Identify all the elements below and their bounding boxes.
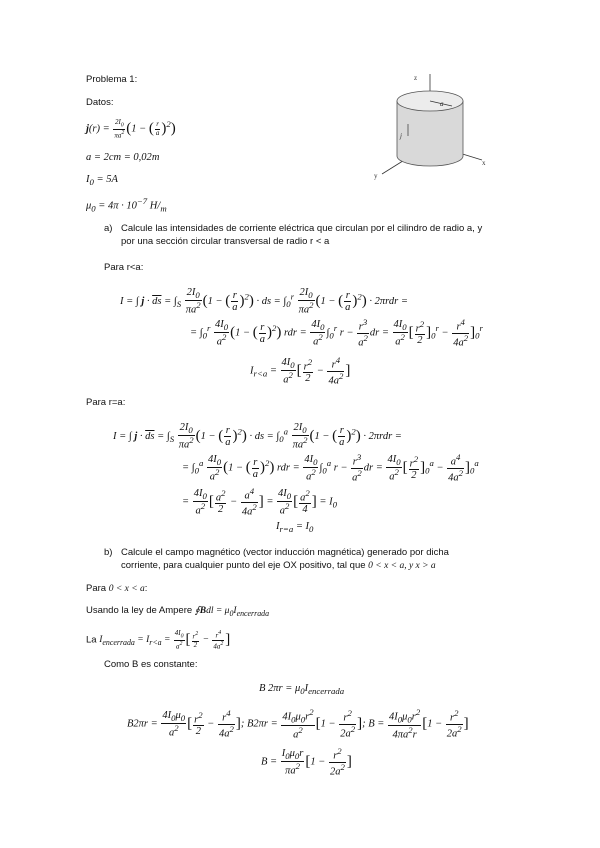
- ampere-equation: ∮Bdl = $\mu_0I_{encerrada}$: [194, 606, 270, 618]
- la-text: La: [86, 634, 97, 646]
- case1-heading: Para r<a:: [104, 262, 144, 273]
- ampere-law-line: [86, 605, 269, 618]
- z-label: z: [414, 74, 418, 82]
- j-label: j: [400, 132, 402, 140]
- part-a-text-line1: Calcule las intensidades de corriente eléctrica que circulan por el cilindro de radio a, y: [121, 223, 483, 234]
- part-a-label: a): [104, 223, 113, 234]
- data-heading: Datos:: [86, 97, 114, 108]
- problem-heading: Problema 1:: [86, 74, 138, 85]
- cylinder-diagram: [360, 66, 500, 191]
- case2-line1: I = ∫ $j \cdot \overline{ds} = \int_S$ $\frac{2I_0}{\pi a^2}$ (1 − ( $\frac{r}{a}$ )$^2$) · ds = $\int_0^a$ $\frac{2I_0}{\pi a^2}$ (1 − ( $\frac{r}{a}$ )$^2$) · 2πrdr =: [113, 422, 402, 451]
- case2-result: $I_{r=a} = I_0$: [276, 521, 314, 535]
- b-final-equation: B = $\frac{I_0\mu_0r}{\pi a^2}$ [1 − $\frac{r^2}{2a^2}$ ]: [261, 746, 352, 778]
- a-label: a: [440, 100, 444, 108]
- permeability-equation: $\mu_0 = 4\pi \cdot 10^{-7}$ $H/_m$: [86, 196, 167, 214]
- part-b-text-line2: corriente, para cualquier punto del eje OX positivo, tal que 0 < x < a, y x > a: [121, 560, 436, 571]
- y-label: y: [374, 172, 378, 180]
- case1-result: $I_{r<a}$ = $\frac{4I_0}{a^2}$ [ $\frac{r^2}{2}$ − $\frac{r^4}{4a^2}$ ]: [250, 355, 351, 387]
- part-b-label: b): [104, 547, 113, 558]
- current-equation: $I_0 = 5A$: [86, 174, 118, 188]
- x-label: x: [482, 159, 486, 167]
- case1-line1: I = ∫ $j \cdot \overline{ds} = \int_S$ $\frac{2I_0}{\pi a^2}$ (1 − ( $\frac{r}{a}$ )$^2$) · ds = $\int_0^r$ $\frac{2I_0}{\pi a^2}$ (1 − ( $\frac{r}{a}$ )$^2$) · 2πrdr =: [120, 287, 408, 316]
- case2-heading: Para r=a:: [86, 397, 126, 408]
- b-derivation-equation: B2πr = $\frac{4I_0\mu_0}{a^2}$ [ $\frac{r^2}{2}$ − $\frac{r^4}{4a^2}$ ]; B2πr = $\frac{4I_0\mu_0r^2}{a^2}$ [1 − $\frac{r^2}{2a^2}$ ]; B = $\frac{4I_0\mu_0r^2}{4\pi a^2r}$ [1 − $\frac{r^2}{2a^2}$ ]: [127, 707, 469, 741]
- part-a-text-line2: por una sección circular transversal de radio r < a: [121, 236, 330, 247]
- case2-line3: = $\frac{4I_0}{a^2}$ [ $\frac{a^2}{2}$ − $\frac{a^4}{4a^2}$ ] = $\frac{4I_0}{a^2}$ [ $\frac{a^2}{4}$ ] = $I_0$: [182, 486, 337, 518]
- radius-equation: a = 2cm = 0,02m: [86, 152, 160, 163]
- part-b-text-line1: Calcule el campo magnético (vector inducción magnética) generado por dicha: [121, 547, 449, 558]
- enclosed-current-line: La $I_{encerrada} = I_{r<a}$ = $\frac{4I_0}{a^2}$ [ $\frac{r^2}{2}$ − $\frac{r^4}{4a^2}$ ]: [86, 629, 231, 650]
- case1-line2: = $\int_0^r$ $\frac{4I_0}{a^2}$ (1 − ( $\frac{r}{a}$ )$^2$) rdr = $\frac{4I_0}{a^2}$ $\int_0^r$ r − $\frac{r^3}{a^2}$ dr = $\frac{4I_0}{a^2}$ [ $\frac{r^2}{2}$ ]$_0^r$ − $\frac{r^4}{4a^2}$ ]$_0^r$: [190, 317, 483, 349]
- constant-text: Como B es constante:: [104, 659, 198, 670]
- ampere-text: Usando la ley de Ampere: [86, 605, 193, 616]
- current-density-equation: j(r) = $\frac{2I_0}{\pi a^2}$ (1 − ( $\frac{r}{a}$ )$^2$): [86, 118, 176, 139]
- b-constant-equation: B $2\pi r = \mu_0I_{encerrada}$: [259, 683, 345, 697]
- case2-line2: = $\int_0^a$ $\frac{4I_0}{a^2}$ (1 − ( $\frac{r}{a}$ )$^2$) rdr = $\frac{4I_0}{a^2}$ $\int_0^a$ r − $\frac{r^3}{a^2}$ dr = $\frac{4I_0}{a^2}$ [ $\frac{r^2}{2}$ ]$_0^a$ − $\frac{a^4}{4a^2}$ ]$_0^a$: [182, 452, 479, 484]
- part-b-case-heading: Para 0 < x < a:: [86, 583, 148, 594]
